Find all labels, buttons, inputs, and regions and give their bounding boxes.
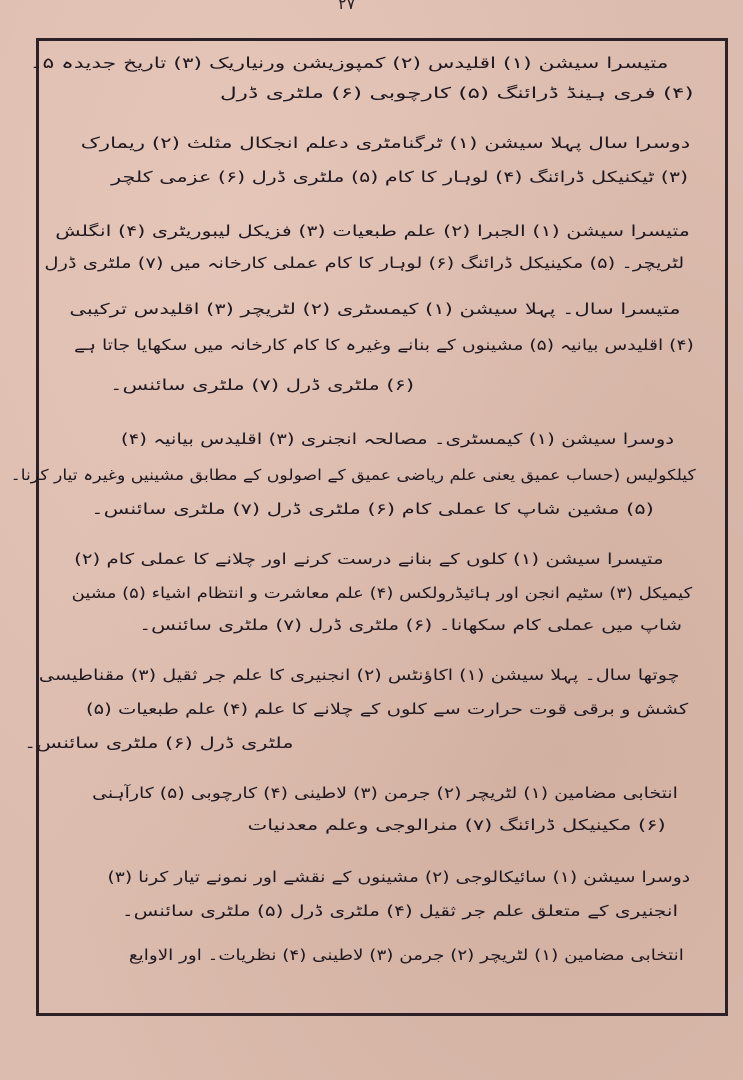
- text-line: انجنیری کے متعلق علم جر ثقیل (۴) ملٹری ڈرل (۵) ملٹری سائنس۔: [121, 902, 678, 920]
- text-line: متیسرا سیشن (۱) اقلیدس (۲) کمپوزیشن ورنیاریک (۳) تاریخ جدیدہ ۵۔: [29, 54, 668, 72]
- text-line: چوتھا سال۔ پہلا سیشن (۱) اکاؤنٹس (۲) انجنیری کا علم جر ثقیل (۳) مقناطیسی: [39, 666, 680, 684]
- text-line: متیسرا سیشن (۱) کلوں کے بنانے درست کرنے اور چلانے کا عملی کام (۲): [74, 550, 664, 568]
- text-line: دوسرا سیشن (۱) سائیکالوجی (۲) مشینوں کے نقشے اور نمونے تیار کرنا (۳): [107, 868, 690, 886]
- text-line: (۴) فری ہینڈ ڈرائنگ (۵) کارچوبی (۶) ملٹری ڈرل: [220, 84, 694, 102]
- text-line: انتخابی مضامین (۱) لٹریچر (۲) جرمن (۳) لاطینی (۴) کارچوبی (۵) کارآہنی: [92, 784, 678, 802]
- text-line: شاپ میں عملی کام سکھانا۔ (۶) ملٹری ڈرل (۷) ملٹری سائنس۔: [139, 616, 682, 634]
- text-line: (۴) اقلیدس بیانیہ (۵) مشینوں کے بنانے وغیرہ کا کام کارخانہ میں سکھایا جاتا ہے: [74, 336, 694, 354]
- page-number: ۲۷: [338, 0, 356, 13]
- text-line: دوسرا سال پہلا سیشن (۱) ٹرگنامٹری دعلم انجکال مثلث (۲) ریمارک: [80, 134, 690, 152]
- text-line: (۳) ٹیکنیکل ڈرائنگ (۴) لوہار کا کام (۵) ملٹری ڈرل (۶) عزمی کلچر: [111, 168, 688, 186]
- text-line: انتخابی مضامین (۱) لٹریچر (۲) جرمن (۳) لاطینی (۴) نظریات۔ اور الاوایع: [129, 946, 684, 964]
- urdu-text-body: [10, 48, 714, 998]
- text-line: کیمیکل (۳) سٹیم انجن اور ہائیڈرولکس (۴) علم معاشرت و انتظام اشیاء (۵) مشین: [71, 584, 692, 602]
- text-line: (۵) مشین شاپ کا عملی کام (۶) ملٹری ڈرل (۷) ملٹری سائنس۔: [91, 500, 654, 518]
- text-line: لٹریچر۔ (۵) مکینیکل ڈرائنگ (۶) لوہار کا کام عملی کارخانہ میں (۷) ملٹری ڈرل: [44, 254, 684, 272]
- text-line: کیلکولیس (حساب عمیق یعنی علم ریاضی عمیق کے اصولوں کے مطابق مشینیں وغیرہ تیار کرنا۔: [10, 466, 696, 484]
- text-line: متیسرا سیشن (۱) الجبرا (۲) علم طبعیات (۳) فزیکل لیبوریٹری (۴) انگلش: [55, 222, 690, 240]
- text-line: ملٹری ڈرل (۶) ملٹری سائنس۔: [24, 734, 294, 752]
- text-line: (۶) مکینیکل ڈرائنگ (۷) منرالوجی وعلم معدنیات: [247, 816, 666, 834]
- text-line: متیسرا سال۔ پہلا سیشن (۱) کیمسٹری (۲) لٹریچر (۳) اقلیدس ترکیبی: [68, 300, 680, 318]
- text-line: دوسرا سیشن (۱) کیمسٹری۔ مصالحہ انجنری (۳) اقلیدس بیانیہ (۴): [120, 430, 674, 448]
- text-line: کشش و برقی قوت حرارت سے کلوں کے چلانے کا علم (۴) علم طبعیات (۵): [85, 700, 688, 718]
- text-line: (۶) ملٹری ڈرل (۷) ملٹری سائنس۔: [110, 376, 414, 394]
